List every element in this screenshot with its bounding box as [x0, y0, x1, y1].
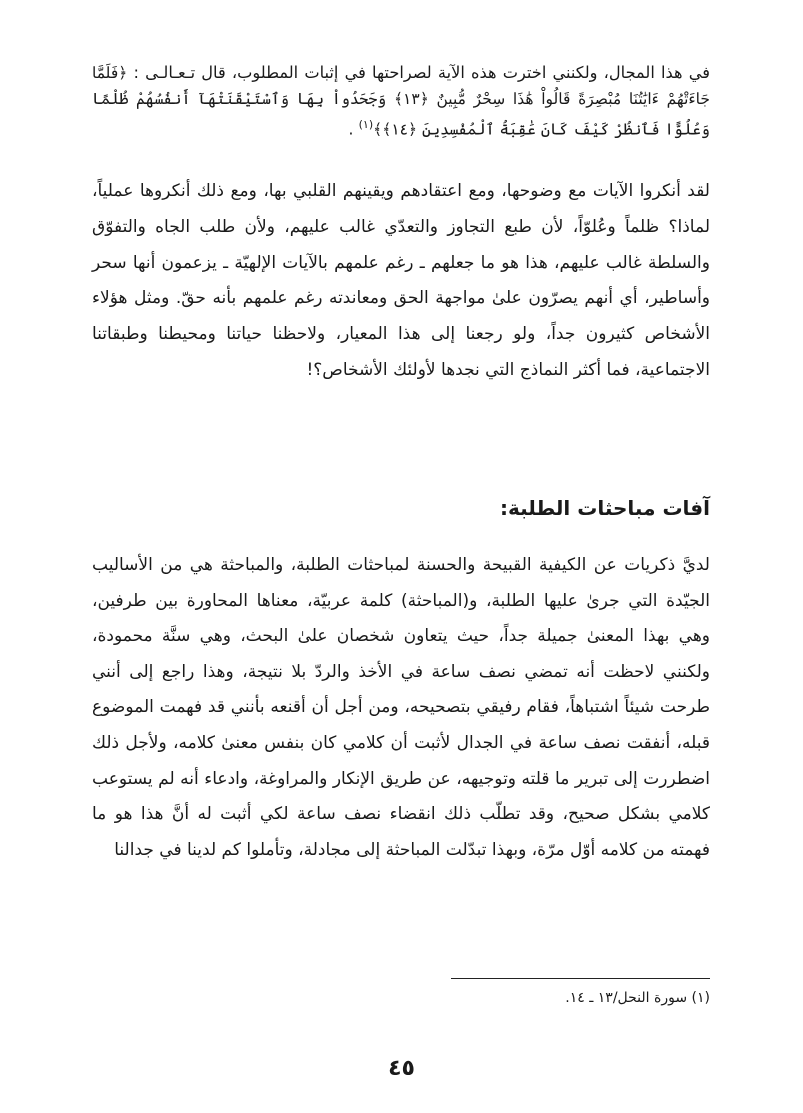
page-number: ٤٥ — [388, 1056, 415, 1081]
body-paragraph-2: لديَّ ذكريات عن الكيفية القبيحة والحسنة لمباحثات الطلبة، والمباحثة هي من الأساليب الجيّدة التي جرىٰ عليها الطلبة، و(المباحثة) كلمة عربيّة، معناها المحاورة بين طرفين، وهي بهذا المعنىٰ جميلة جداً، حيث يتعاون شخصان علىٰ البحث، وهي سنَّة محمودة، ولكنني لاحظت أنه تمضي نصف ساعة في الأخذ والردّ بلا نتيجة، وهذا راجع إلى أنني طرحت شيئاً اشتباهاً، فقام رفيقي بتصحيحه، ومن أجل أن أقنعه بأنني قد فهمت الموضوع قبله، أنفقت نصف ساعة في الجدال لأثبت أن كلامي كان بنفس معنىٰ كلامه، ولأجل ذلك اضطررت إلى تبرير ما قلته وتوجيهه، عن طريق الإنكار والمراوغة، وادعاء أنه لم يستوعب كلامي بشكل صحيح، وقد تطلّب ذلك انقضاء نصف ساعة لكي أثبت له أنَّ هذا هو ما فهمته من كلامه أوّل مرّة، وبهذا تبدّلت المباحثة إلى مجادلة، وتأملوا كم لدينا في جدالنا — [92, 555, 710, 860]
footnote-divider — [451, 978, 710, 979]
quran-verse: ﴿فَلَمَّا جَاءَتْهُمْ ءَايَٰتُنَا مُبْصِرَةً قَالُواْ هَٰذَا سِحْرٌ مُّبِينٌ ﴿١٣﴾ وَجَحَدُواْ بِهَا وَٱسْتَيْقَنَتْهَآ أَنفُسُهُمْ ظُلْمًا وَعُلُوًّا فَٱنظُرْ كَيْفَ كَانَ عَٰقِبَةُ ٱلْمُفْسِدِينَ ﴿١٤﴾﴾ — [92, 64, 710, 139]
footnote-reference: (١) — [358, 118, 374, 131]
intro-text: في هذا المجال، ولكنني اخترت هذه الآية لصراحتها في إثبات المطلوب، قال تـعـالـى : — [133, 63, 710, 82]
intro-paragraph — [92, 60, 710, 142]
section-heading: آفات مباحثات الطلبة: — [499, 496, 710, 520]
intro-end: . — [348, 119, 354, 139]
footnote: (١) سورة النحل/١٣ ـ ١٤. — [565, 990, 710, 1006]
body-paragraph-1: لقد أنكروا الآيات مع وضوحها، ومع اعتقادهم ويقينهم القلبي بها، ومع ذلك أنكروها عملياً، لماذا؟ ظلماً وعُلوّاً، لأن طبع التجاوز والتعدّي غالب عليهم، ولأن طلب الجاه والتفوّق والسلطة غالب عليهم، هذا هو ما جعلهم ـ رغم علمهم بالآيات الإلهيّة ـ يزعمون أنها سحر وأساطير، أي أنهم يصرّون علىٰ مواجهة الحق ومعاندته رغم علمهم بأنه حقّ. ومثل هؤلاء الأشخاص كثيرون جداً، ولو رجعنا إلى هذا المعيار، ولاحظنا حياتنا ومحيطنا وطبقاتنا الاجتماعية، فما أكثر النماذج التي نجدها لأولئك الأشخاص؟! — [92, 181, 710, 380]
